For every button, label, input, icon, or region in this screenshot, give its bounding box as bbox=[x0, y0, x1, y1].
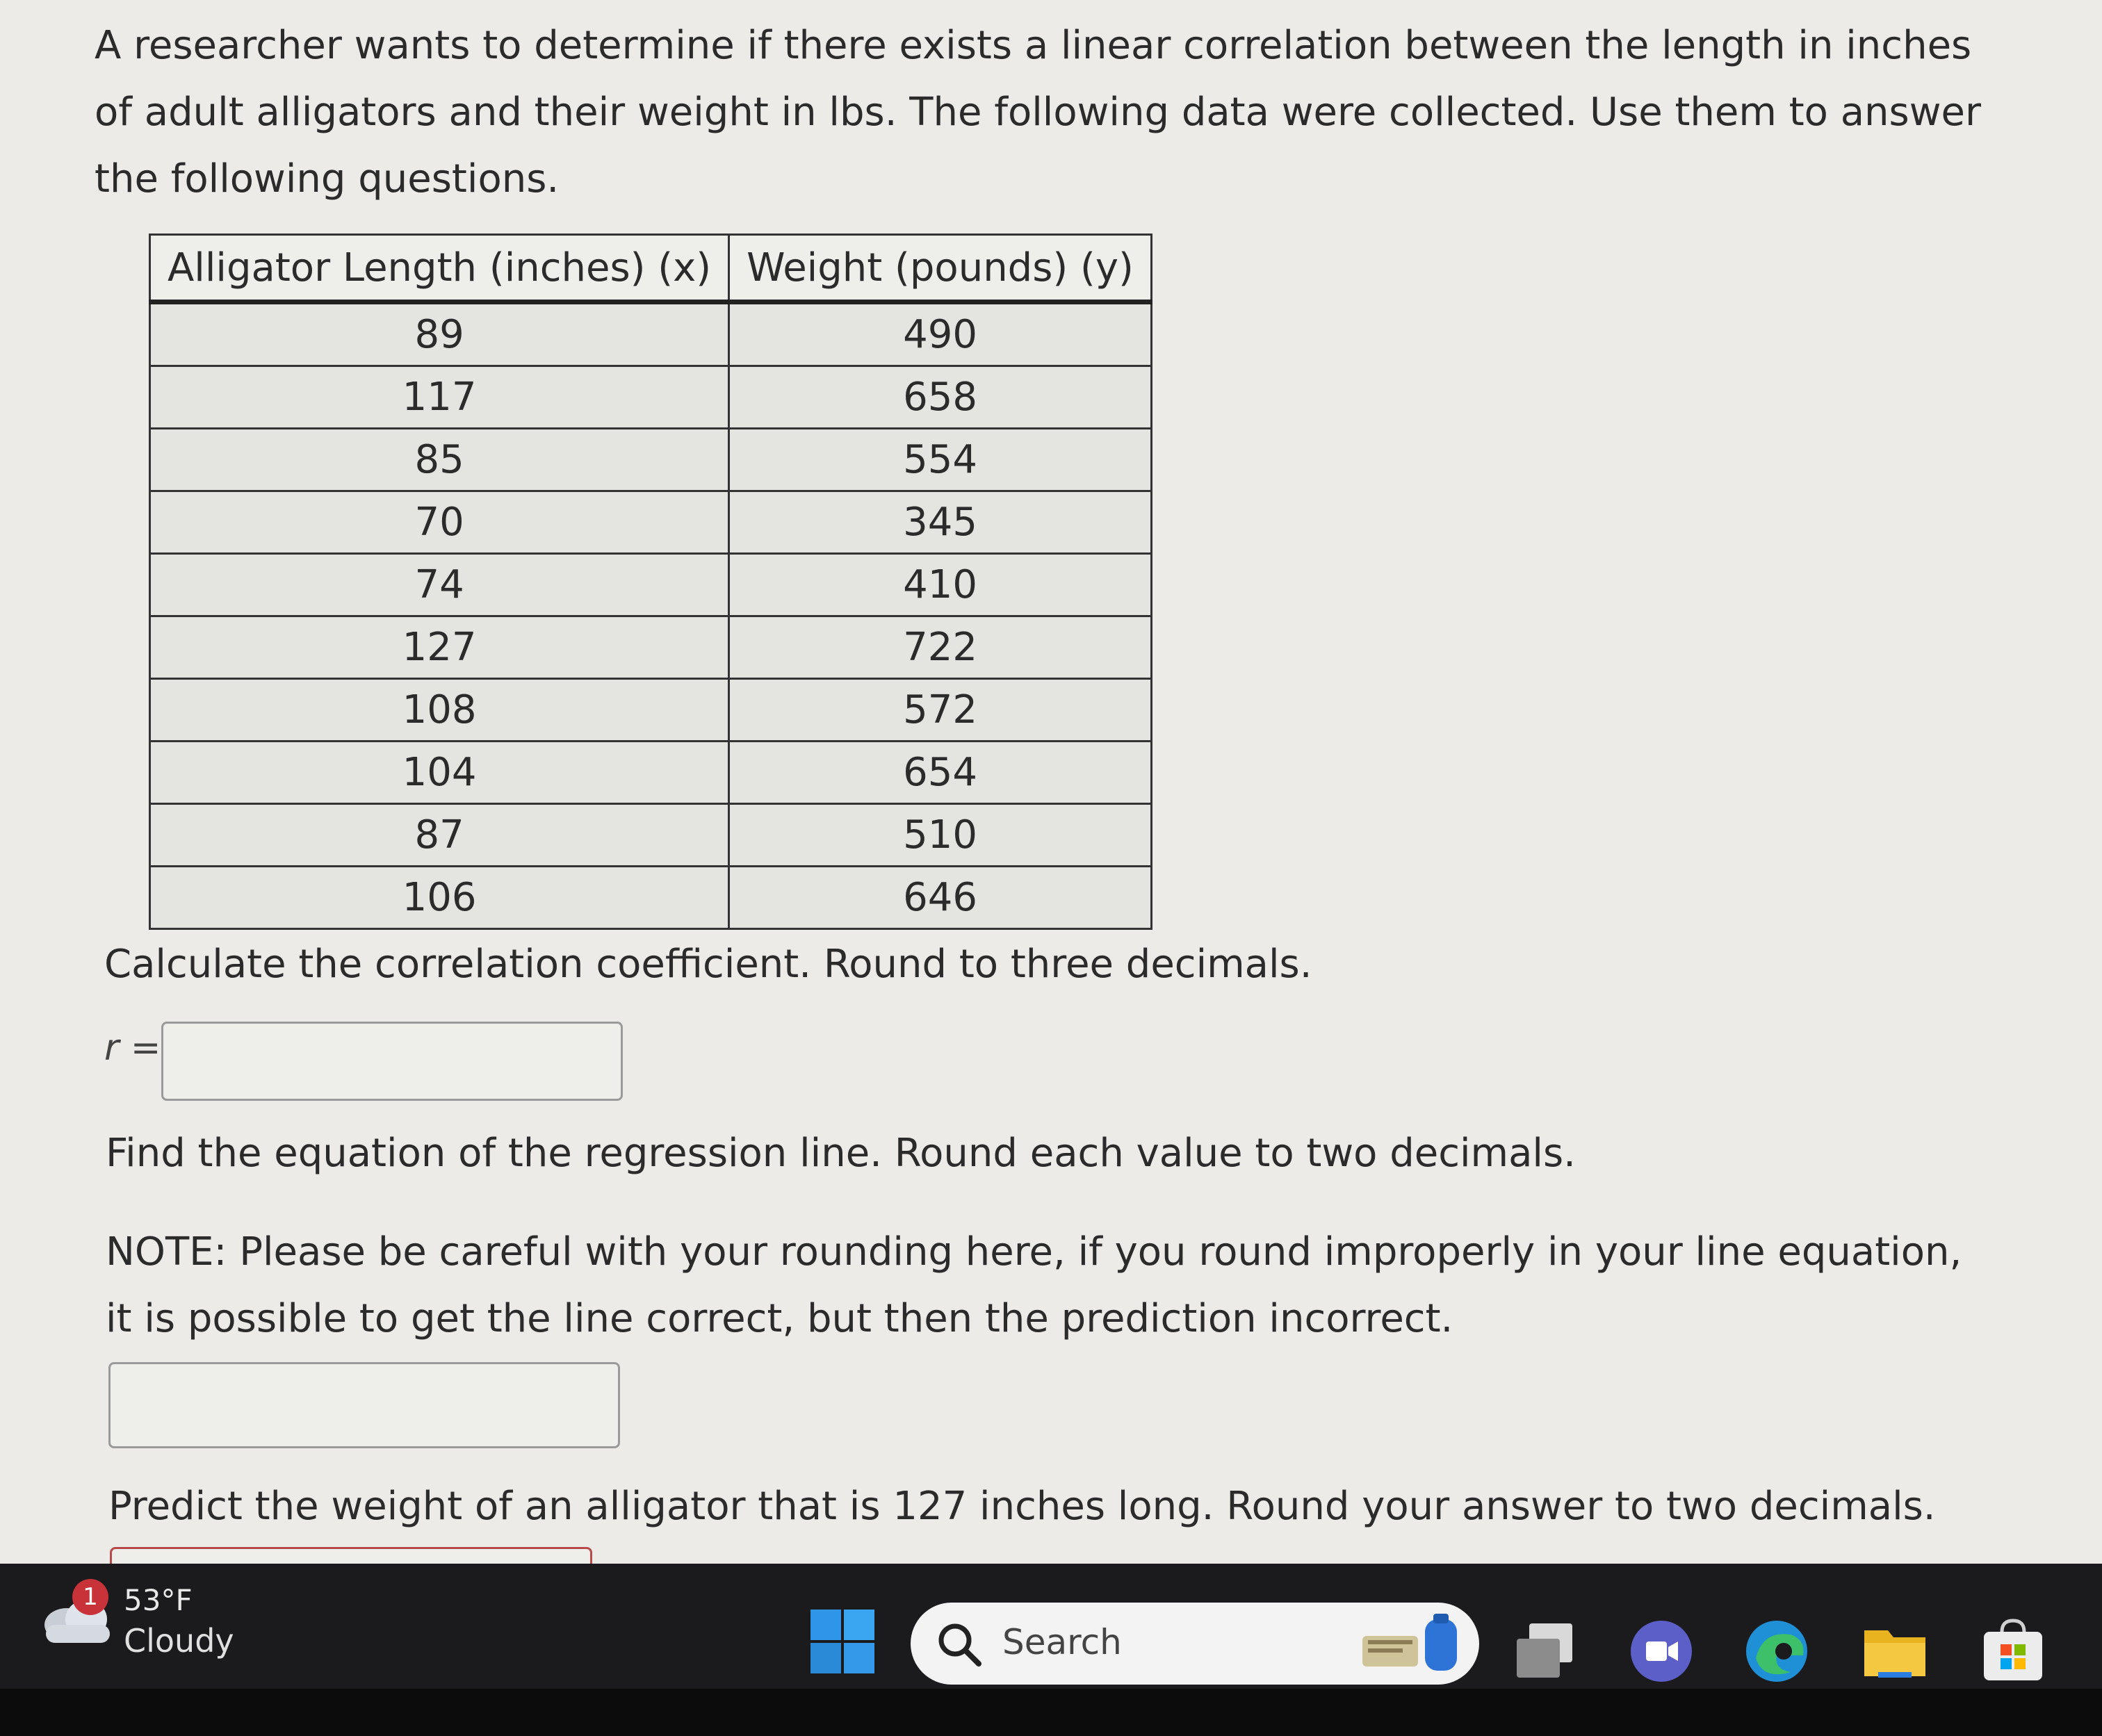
weight-cell: 646 bbox=[729, 867, 1152, 929]
table-row bbox=[150, 366, 1152, 429]
problem-intro: A researcher wants to determine if there exists a linear correlation between the length in inches of adult alligators and their weight in lbs. The following data were collected. Use them to answer the following questions. bbox=[95, 23, 1981, 202]
weight-cell: 722 bbox=[729, 616, 1152, 679]
table-row bbox=[150, 554, 1152, 616]
data-table bbox=[149, 234, 1152, 930]
weight-cell: 490 bbox=[729, 302, 1152, 366]
question-prediction: Predict the weight of an alligator that is 127 inches long. Round your answer to two decimals. bbox=[108, 1484, 1936, 1529]
weight-cell: 410 bbox=[729, 554, 1152, 616]
table-row bbox=[150, 491, 1152, 554]
task-view-icon[interactable] bbox=[1510, 1616, 1579, 1686]
table-row bbox=[150, 742, 1152, 804]
table-header-row bbox=[150, 235, 1152, 302]
question-correlation: Calculate the correlation coefficient. Round to three decimals. bbox=[104, 942, 1312, 987]
rounding-note: NOTE: Please be careful with your rounding here, if you round improperly in your line equation, it is possible to get the line correct, but then the prediction incorrect. bbox=[106, 1229, 1962, 1341]
regression-line-answer-input[interactable] bbox=[108, 1362, 620, 1448]
weight-cell: 554 bbox=[729, 429, 1152, 491]
weight-cell: 658 bbox=[729, 366, 1152, 429]
weather-temperature[interactable]: 53°F bbox=[124, 1583, 193, 1617]
microsoft-store-icon[interactable] bbox=[1978, 1616, 2048, 1686]
meet-video-icon[interactable] bbox=[1627, 1616, 1696, 1686]
taskbar-search-box[interactable] bbox=[911, 1603, 1479, 1685]
search-label: Search bbox=[1002, 1622, 1122, 1662]
correlation-answer-input[interactable] bbox=[161, 1022, 623, 1101]
header-length: Alligator Length (inches) (x) bbox=[150, 235, 729, 302]
length-cell: 117 bbox=[150, 366, 729, 429]
search-icon bbox=[936, 1621, 981, 1667]
table-row bbox=[150, 302, 1152, 366]
weight-cell: 572 bbox=[729, 679, 1152, 742]
edge-browser-icon[interactable] bbox=[1742, 1616, 1811, 1686]
weather-condition[interactable]: Cloudy bbox=[124, 1622, 234, 1660]
length-cell: 106 bbox=[150, 867, 729, 929]
weight-cell: 345 bbox=[729, 491, 1152, 554]
length-cell: 74 bbox=[150, 554, 729, 616]
length-cell: 70 bbox=[150, 491, 729, 554]
length-cell: 87 bbox=[150, 804, 729, 867]
question-regression-line: Find the equation of the regression line. Round each value to two decimals. bbox=[106, 1131, 1576, 1176]
length-cell: 127 bbox=[150, 616, 729, 679]
table-row bbox=[150, 867, 1152, 929]
table-row bbox=[150, 679, 1152, 742]
header-weight: Weight (pounds) (y) bbox=[729, 235, 1152, 302]
r-label: r = bbox=[104, 1027, 161, 1069]
windows-start-icon[interactable] bbox=[810, 1610, 874, 1673]
table-row bbox=[150, 429, 1152, 491]
length-cell: 89 bbox=[150, 302, 729, 366]
length-cell: 108 bbox=[150, 679, 729, 742]
table-row bbox=[150, 616, 1152, 679]
table-row bbox=[150, 804, 1152, 867]
length-cell: 104 bbox=[150, 742, 729, 804]
file-explorer-icon[interactable] bbox=[1860, 1616, 1930, 1686]
weight-cell: 654 bbox=[729, 742, 1152, 804]
weather-notification-badge: 1 bbox=[72, 1579, 108, 1615]
screen-bezel bbox=[0, 1689, 2102, 1736]
search-highlight-illustration-icon bbox=[1355, 1612, 1467, 1676]
length-cell: 85 bbox=[150, 429, 729, 491]
weight-cell: 510 bbox=[729, 804, 1152, 867]
